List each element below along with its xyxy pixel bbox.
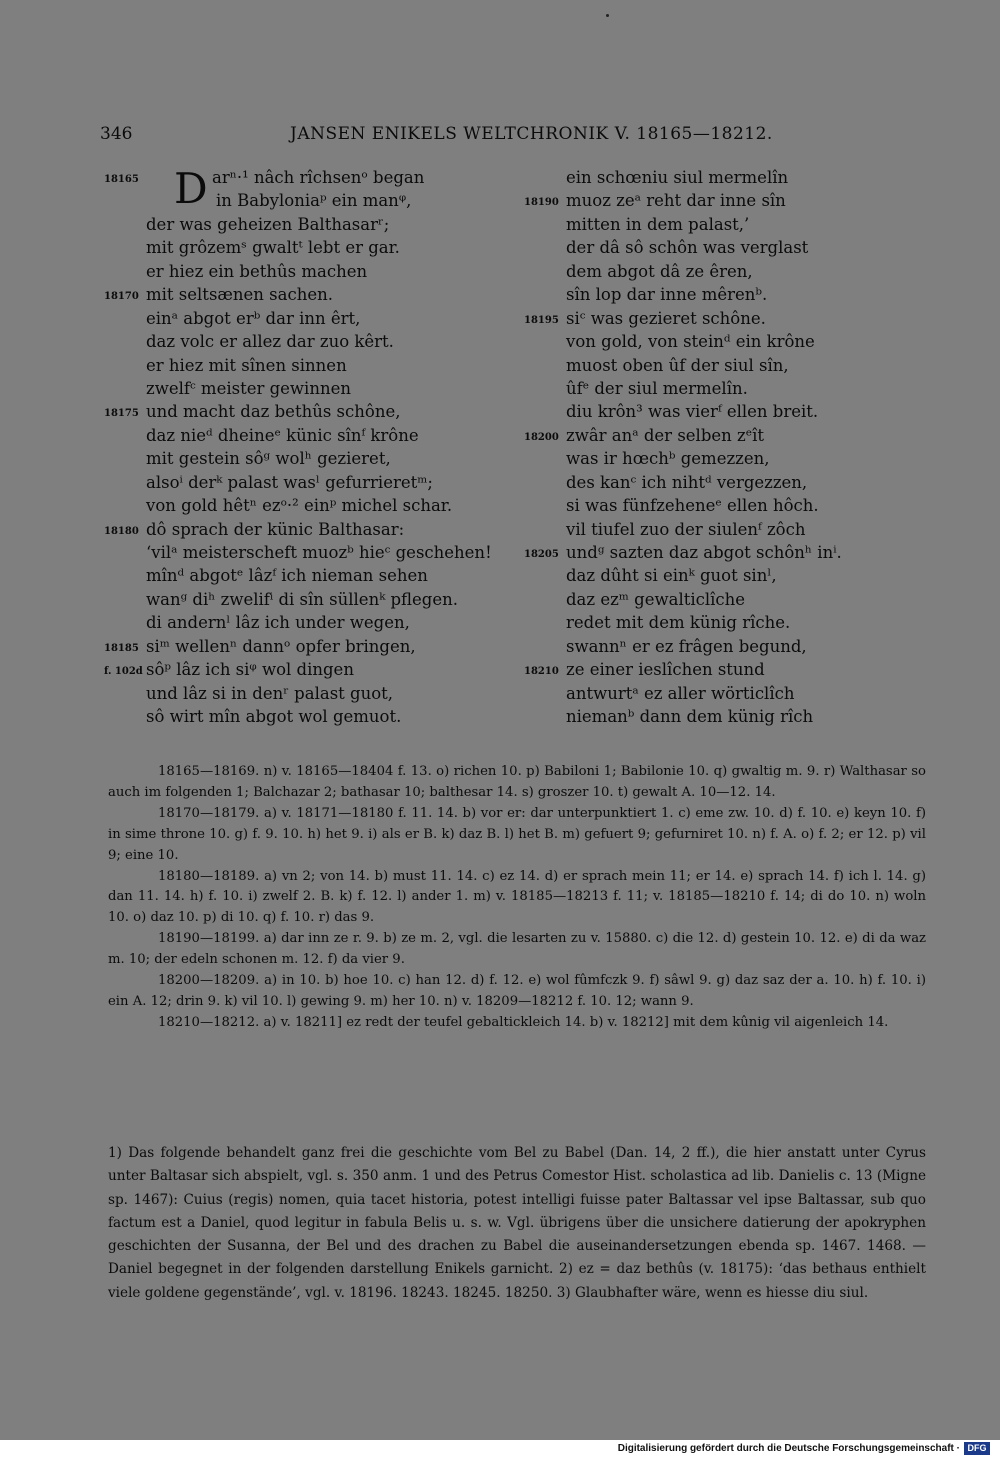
apparatus-text: n) v. 18165—18404 f. 13. o) richen 10. p) Babiloni 1; Babilonie 10. q) gwaltig m. 9. r) Walthasar so auch im folgenden 1; Balchazar 2; bathasar 10; balthesar 14. s) groszer 10. t) gewalt A. 10—12. 14. — [108, 764, 926, 800]
verse-text: einᵃ abgot erᵇ dar inn êrt, — [146, 308, 361, 328]
verse-text: zwelfᶜ meister gewinnen — [146, 378, 351, 398]
verse-line — [524, 400, 944, 423]
apparatus-entry — [108, 804, 926, 867]
verse-text: sîn lop dar inne mêrenᵇ. — [566, 285, 768, 305]
verse-line — [104, 424, 544, 447]
funding-notice: Digitalisierung gefördert durch die Deutsche Forschungsgemeinschaft · — [617, 1443, 960, 1454]
verse-text: antwurtᵃ ez aller wörticlîch — [566, 683, 795, 703]
verse-text: redet mit dem künig rîche. — [566, 613, 791, 633]
line-number: 18205 — [524, 549, 559, 560]
line-number: 18190 — [524, 197, 559, 209]
apparatus-entry — [108, 929, 926, 971]
verse-line — [524, 705, 944, 728]
verse-text: siᶜ was gezieret schône. — [566, 308, 766, 328]
verse-text: dô sprach der künic Balthasar: — [146, 519, 405, 539]
verse-line — [524, 354, 944, 377]
verse-line — [104, 494, 544, 517]
line-number: 18170 — [104, 291, 139, 303]
page-header — [100, 124, 930, 150]
verse-line — [104, 354, 544, 377]
verse-line — [524, 518, 944, 541]
line-number: 18210 — [524, 666, 559, 678]
verse-text: mit grôzemˢ gwaltᵗ lebt er gar. — [146, 238, 400, 258]
verse-text: er hiez mit sînen sinnen — [146, 355, 347, 375]
verse-line — [104, 447, 544, 470]
verse-text: daz ezᵐ gewalticlîche — [566, 589, 746, 609]
verse-line — [524, 307, 944, 330]
apparatus-text: a) vn 2; von 14. b) must 11. 14. c) ez 14. d) er sprach mein 11; er 14. e) sprach 14. f) ich l. 14. g) dan 11. 14. h) f. 10. i) zwelf 2. B. k) f. 12. l) ander 1. m) v. 18185—18213 f. 11; v. 18185—18210 f. 14; di do 10. n) woln 10. o) daz 10. p) di 10. q) f. 10. r) das 9. — [108, 868, 926, 926]
apparatus-entry — [108, 971, 926, 1013]
verse-text: di andernˡ lâz ich under wegen, — [146, 613, 410, 633]
verse-text: zwâr anᵃ der selben zᵉît — [566, 425, 765, 445]
line-number: f. 102d — [104, 666, 143, 678]
verse-line — [104, 377, 544, 400]
verse-line — [524, 377, 944, 400]
verse-line — [524, 213, 944, 236]
verse-line — [524, 564, 944, 587]
apparatus-entry — [108, 762, 926, 804]
verse-line — [104, 635, 544, 658]
verse-line — [104, 564, 544, 587]
verse-line — [524, 189, 944, 212]
verse-line — [524, 588, 944, 611]
verse-text: ûfᵉ der siul mermelîn. — [566, 378, 748, 398]
footnotes — [108, 1142, 926, 1305]
verse-text: swannⁿ er ez frâgen begund, — [566, 636, 807, 656]
verse-text: niemanᵇ dann dem künig rîch — [566, 707, 814, 727]
running-title: JANSEN ENIKELS WELTCHRONIK V. 18165—18212. — [290, 124, 773, 144]
verse-text: was ir hœchᵇ gemezzen, — [566, 449, 770, 469]
line-number: 18200 — [524, 431, 559, 443]
verse-text: siᵐ wellenⁿ dannᵒ opfer bringen, — [146, 636, 416, 656]
apparatus-range: 18180—18189. — [158, 868, 260, 884]
verse-text: muost oben ûf der siul sîn, — [566, 355, 789, 375]
apparatus-text: a) v. 18211] ez redt der teufel gebaltickleich 14. b) v. 18212] mit dem kûnig vil aigenleich 14. — [263, 1014, 889, 1030]
verse-line — [104, 518, 544, 541]
apparatus-range: 18165—18169. — [158, 764, 260, 779]
verse-line — [104, 166, 544, 189]
verse-text: mînᵈ abgotᵉ lâzᶠ ich nieman sehen — [146, 566, 428, 586]
verse-text: vil tiufel zuo der siulenᶠ zôch — [566, 519, 806, 539]
dfg-logo: DFG — [964, 1442, 990, 1455]
line-number: 18175 — [104, 408, 139, 420]
footer-bar — [0, 1440, 1000, 1458]
verse-line — [104, 236, 544, 259]
verse-line — [104, 213, 544, 236]
footnotes-text: 1) Das folgende behandelt ganz frei die geschichte vom Bel zu Babel (Dan. 14, 2 ff.), die hier anstatt unter Cyrus unter Baltasar sich abspielt, vgl. s. 350 anm. 1 und des Petrus Comestor Hist. scholastica ad lib. Danielis c. 13 (Migne sp. 1467): Cuius (regis) nomen, quia tacet historia, potest intelligi fuisse pater Baltassar vel ipse Baltassar, sub quo factum est a Daniel, quod legitur in fabula Belis u. s. w. Vgl. übrigens über die unsichere datierung der apokryphen geschichten der Susanna, der Bel und des drachen zu Babel die auseinandersetzungen ebenda sp. 1467. 1468. — Daniel begegnet in der folgenden darstellung Enikels garnicht. 2) ez = daz bethûs (v. 18175): ‘das bethaus enthielt viele goldene gegenstände’, vgl. v. 18196. 18243. 18245. 18250. 3) Glaubhafter wäre, wenn es hiesse diu siul. — [108, 1145, 926, 1301]
apparatus-range: 18170—18179. — [158, 805, 260, 821]
verse-line — [524, 283, 944, 306]
apparatus-range: 18210—18212. — [158, 1014, 260, 1030]
verse-text: diu krôn³ was vierᶠ ellen breit. — [566, 402, 819, 422]
verse-text: und macht daz bethûs schône, — [146, 402, 401, 422]
verse-column-left — [104, 166, 544, 729]
verse-line — [524, 260, 944, 283]
verse-text: und lâz si in denʳ palast guot, — [146, 683, 394, 703]
verse-line — [524, 471, 944, 494]
verse-line — [524, 166, 944, 189]
verse-text: sô wirt mîn abgot wol gemuot. — [146, 707, 402, 727]
verse-text: mit gestein sôᵍ wolʰ gezieret, — [146, 449, 391, 469]
apparatus-range: 18190—18199. — [158, 931, 260, 947]
page-number: 346 — [100, 124, 133, 144]
verse-text: undᵍ sazten daz abgot schônʰ inⁱ. — [566, 543, 842, 562]
apparatus-range: 18200—18209. — [158, 973, 260, 989]
verse-text: er hiez ein bethûs machen — [146, 261, 368, 281]
line-number: 18165 — [104, 174, 139, 185]
verse-line — [104, 307, 544, 330]
verse-line — [524, 236, 944, 259]
verse-line — [104, 588, 544, 611]
verse-text: daz dûht si einᵏ guot sinˡ, — [566, 566, 777, 586]
verse-line — [104, 541, 544, 564]
verse-line — [104, 682, 544, 705]
verse-line — [104, 260, 544, 283]
apparatus-text: a) dar inn ze r. 9. b) ze m. 2, vgl. die lesarten zu v. 15880. c) die 12. d) gestein 10. 12. e) di da waz m. 10; der edeln schonen m. 12. f) da vier 9. — [108, 931, 927, 968]
verse-text: si was fünfzeheneᵉ ellen hôch. — [566, 496, 819, 516]
verse-text: von gold, von steinᵈ ein krône — [566, 332, 815, 352]
verse-text: ze einer ieslîchen stund — [566, 660, 765, 680]
verse-text: daz volc er allez dar zuo kêrt. — [146, 332, 394, 352]
verse-line — [104, 400, 544, 423]
verse-line — [104, 189, 544, 212]
drop-capital: D — [174, 164, 208, 213]
apparatus-entry — [108, 1013, 926, 1034]
line-number: 18185 — [104, 642, 139, 654]
verse-text: des kanᶜ ich nihtᵈ vergezzen, — [566, 472, 808, 492]
page-speck — [606, 14, 609, 17]
verse-line — [524, 424, 944, 447]
apparatus-text: a) v. 18171—18180 f. 11. 14. b) vor er: dar unterpunktiert 1. c) eme zw. 10. d) f. 10. e) keyn 10. f) in sime throne 10. g) f. 9. 10. h) het 9. i) als er B. k) daz B. l) het B. m) gefuert 9; gefurniret 10. n) f. A. o) f. 2; er 12. p) vil 9; eine 10. — [108, 805, 926, 863]
verse-text: mit seltsænen sachen. — [146, 285, 333, 305]
verse-text: der was geheizen Balthasarʳ; — [146, 214, 390, 234]
critical-apparatus — [108, 762, 926, 1034]
verse-line — [524, 658, 944, 681]
verse-line — [524, 682, 944, 705]
verse-line — [104, 471, 544, 494]
verse-text: daz nieᵈ dheineᵉ künic sînᶠ krône — [146, 425, 419, 445]
apparatus-text: a) in 10. b) hoe 10. c) han 12. d) f. 12. e) wol fûmfczk 9. f) sâwl 9. g) daz saz der a. 10. h) f. 10. i) ein A. 12; drin 9. k) vil 10. l) gewing 9. m) her 10. n) v. 18209—18212 f. 10. 12; wann 9. — [108, 973, 926, 1009]
verse-text: der dâ sô schôn was verglast — [566, 238, 809, 258]
verse-line — [524, 635, 944, 658]
line-number: 18180 — [104, 525, 139, 537]
verse-line — [104, 330, 544, 353]
verse-text: ein schœniu siul mermelîn — [566, 168, 789, 187]
verse-text: sôᵖ lâz ich siᵠ wol dingen — [146, 660, 354, 680]
verse-text: in Babyloniaᵖ ein manᵠ, — [216, 191, 412, 211]
verse-text: alsoⁱ derᵏ palast wasˡ gefurrieretᵐ; — [146, 472, 433, 492]
verse-column-right — [524, 166, 944, 729]
verse-text: dem abgot dâ ze êren, — [566, 261, 753, 281]
verse-text: von gold hêtⁿ ezᵒ·² einᵖ michel schar. — [146, 496, 453, 516]
verse-text: wanᵍ diʰ zwelifⁱ di sîn süllenᵏ pflegen. — [146, 589, 458, 609]
apparatus-entry — [108, 867, 926, 930]
verse-line — [104, 658, 544, 681]
verse-line — [524, 611, 944, 634]
verse-text: mitten in dem palast,’ — [566, 214, 750, 234]
verse-line — [104, 611, 544, 634]
verse-text: arⁿ·¹ nâch rîchsenᵒ began — [212, 168, 425, 187]
line-number: 18195 — [524, 314, 559, 326]
verse-line — [524, 541, 944, 564]
verse-line — [524, 330, 944, 353]
verse-text: ‘vilᵃ meisterscheft muozᵇ hieᶜ geschehen! — [146, 543, 492, 562]
verse-text: muoz zeᵃ reht dar inne sîn — [566, 191, 786, 211]
verse-line — [524, 447, 944, 470]
verse-line — [104, 283, 544, 306]
verse-line — [104, 705, 544, 728]
verse-line — [524, 494, 944, 517]
